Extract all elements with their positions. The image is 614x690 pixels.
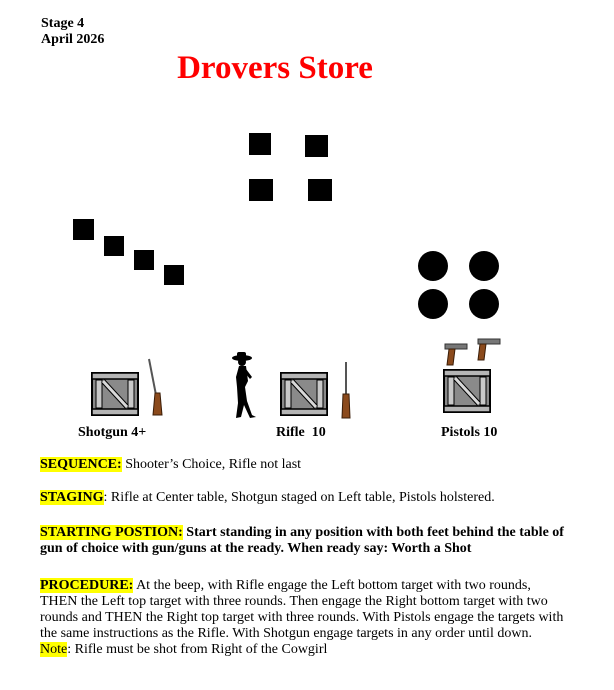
note-heading: Note bbox=[40, 642, 68, 657]
rifle-icon bbox=[338, 360, 354, 420]
round-target bbox=[469, 251, 499, 281]
staging-text: : Rifle at Center table, Shotgun staged on Left table, Pistols holstered. bbox=[103, 490, 495, 505]
pistol-icon bbox=[474, 336, 502, 362]
staging-paragraph bbox=[40, 490, 564, 506]
procedure-paragraph bbox=[40, 578, 564, 658]
square-target bbox=[308, 179, 332, 201]
pistol-icon bbox=[443, 341, 471, 367]
shotgun-label: Shotgun 4+ bbox=[78, 425, 147, 440]
square-target bbox=[73, 219, 94, 240]
crate-icon bbox=[443, 369, 491, 413]
square-target bbox=[305, 135, 328, 157]
date-label: April 2026 bbox=[41, 32, 105, 47]
round-target bbox=[418, 289, 448, 319]
round-target bbox=[469, 289, 499, 319]
note-text: : Rifle must be shot from Right of the Cowgirl bbox=[67, 642, 328, 657]
procedure-text: At the beep, with Rifle engage the Left bottom target with two rounds, THEN the Left top target with three rounds. Then engage the Right bottom target with two rounds and THEN the Right top target with three rounds. With Pistols engage the targets with the same instructions as the Rifle. With Shotgun engage targets in any order until down. bbox=[40, 578, 564, 641]
square-target bbox=[164, 265, 184, 285]
crate-icon bbox=[280, 372, 328, 416]
cowgirl-icon bbox=[228, 351, 264, 420]
sequence-text: Shooter’s Choice, Rifle not last bbox=[121, 457, 302, 472]
crate-icon bbox=[91, 372, 139, 416]
sequence-paragraph bbox=[40, 457, 564, 473]
round-target bbox=[418, 251, 448, 281]
rifle-label: Rifle 10 bbox=[276, 425, 326, 440]
shotgun-icon bbox=[146, 357, 166, 417]
starting-position-heading: STARTING POSTION: bbox=[40, 525, 183, 540]
square-target bbox=[104, 236, 124, 256]
starting-position-text: Start standing in any position with both feet behind the table of gun of choice with gun/guns at the ready. When ready say: Worth a Shot bbox=[40, 525, 564, 556]
square-target bbox=[249, 179, 273, 201]
staging-heading: STAGING bbox=[40, 490, 104, 505]
procedure-heading: PROCEDURE: bbox=[40, 578, 134, 593]
starting-position-paragraph bbox=[40, 525, 564, 557]
square-target bbox=[134, 250, 154, 270]
page-title: Drovers Store bbox=[177, 50, 373, 86]
stage-label: Stage 4 bbox=[41, 16, 85, 31]
square-target bbox=[249, 133, 271, 155]
sequence-heading: SEQUENCE: bbox=[40, 457, 122, 472]
pistols-label: Pistols 10 bbox=[441, 425, 498, 440]
